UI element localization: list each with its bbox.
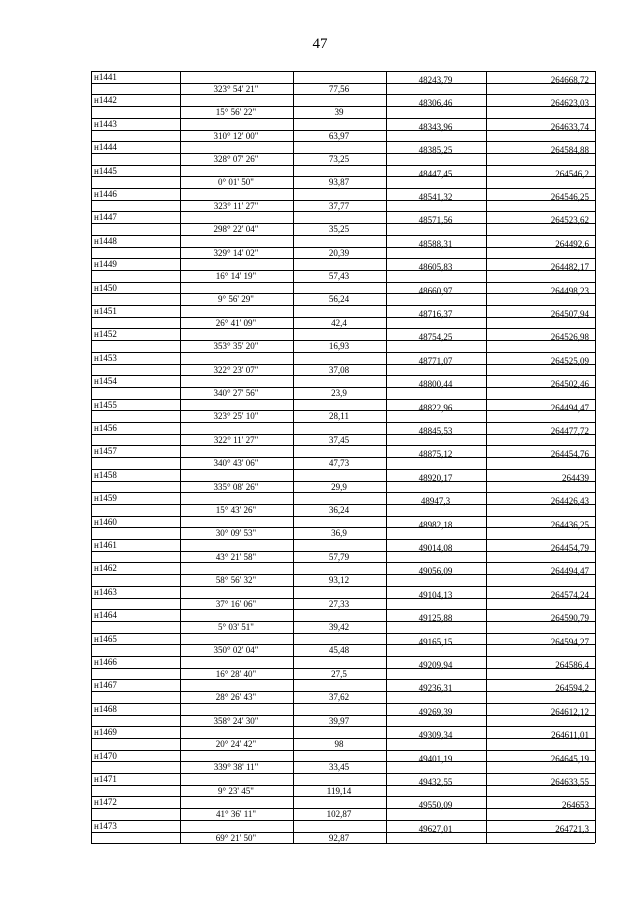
segment-angle: 339° 38' 11" (213, 762, 259, 772)
point-id: н1447 (94, 212, 117, 222)
coordinate-y: 264586,4 (555, 660, 589, 670)
segment-distance: 27,5 (331, 669, 347, 679)
segment-angle: 5° 03' 51" (218, 622, 254, 632)
point-id: н1459 (94, 493, 117, 503)
segment-distance: 56,24 (328, 294, 350, 304)
coordinate-x: 48822,96 (418, 403, 453, 413)
segment-distance: 98 (334, 739, 344, 749)
coordinate-x: 49209,94 (418, 660, 453, 670)
segment-angle: 30° 09' 53" (215, 528, 257, 538)
segment-distance: 37,77 (328, 201, 350, 211)
segment-distance: 39,42 (328, 622, 350, 632)
segment-angle: 310° 12' 00" (213, 131, 259, 141)
segment-distance: 119,14 (326, 786, 352, 796)
table-row-border (91, 235, 595, 236)
table-row-border (91, 305, 595, 306)
segment-distance: 37,62 (328, 692, 350, 702)
segment-angle: 37° 16' 06" (215, 599, 257, 609)
coordinate-y: 264623,03 (550, 98, 589, 108)
segment-distance: 16,93 (328, 341, 350, 351)
table-row-border (91, 820, 595, 821)
segment-angle: 323° 25' 10" (213, 411, 259, 421)
point-id: н1461 (94, 540, 117, 550)
segment-distance: 93,12 (328, 575, 350, 585)
segment-angle: 15° 56' 22" (215, 107, 257, 117)
segment-distance: 73,25 (328, 154, 350, 164)
point-id: н1464 (94, 610, 117, 620)
segment-angle: 298° 22' 04" (213, 224, 259, 234)
coordinate-y: 264584,88 (550, 145, 589, 155)
table-row-border (91, 586, 595, 587)
coordinate-x: 49627,01 (418, 824, 453, 834)
coordinate-x: 48605,83 (418, 262, 453, 272)
segment-distance: 23,9 (331, 388, 347, 398)
segment-angle: 350° 02' 04" (213, 645, 259, 655)
table-row-border (91, 516, 595, 517)
page-number: 47 (312, 36, 328, 52)
table-row-border (91, 71, 595, 72)
point-id: н1450 (94, 283, 117, 293)
segment-angle: 43° 21' 58" (215, 552, 257, 562)
coordinate-y: 264653 (562, 800, 589, 810)
coordinate-y: 264594,2 (555, 683, 589, 693)
segment-angle: 322° 23' 07" (213, 365, 259, 375)
segment-angle: 20° 24' 42" (215, 739, 257, 749)
point-id: н1441 (94, 72, 117, 82)
segment-angle: 323° 54' 21" (213, 84, 259, 94)
coordinate-x: 48571,56 (418, 215, 453, 225)
coordinate-y: 264523,62 (550, 215, 589, 225)
coordinate-y: 264454,76 (550, 449, 589, 459)
point-id: н1460 (94, 517, 117, 527)
coordinate-y: 264546,25 (550, 192, 589, 202)
coordinate-x: 48947,3 (420, 496, 451, 506)
point-id: н1472 (94, 797, 117, 807)
segment-angle: 335° 08' 26" (213, 482, 259, 492)
point-id: н1444 (94, 142, 117, 152)
segment-distance: 27,33 (328, 599, 350, 609)
segment-angle: 340° 43' 06" (213, 458, 259, 468)
coordinate-x: 48771,07 (418, 356, 453, 366)
coordinate-y: 264494,47 (550, 566, 589, 576)
coordinate-x: 48447,45 (418, 169, 453, 179)
coordinate-y: 264426,43 (550, 496, 589, 506)
coordinate-x: 49309,34 (418, 730, 453, 740)
segment-distance: 36,24 (328, 505, 350, 515)
segment-distance: 102,87 (326, 809, 352, 819)
segment-angle: 329° 14' 02" (213, 248, 259, 258)
coordinate-y: 264594,27 (550, 637, 589, 647)
coordinate-x: 48385,25 (418, 145, 453, 155)
coordinate-y: 264633,55 (550, 777, 589, 787)
table-row-border (91, 282, 595, 283)
segment-distance: 39 (334, 107, 344, 117)
coordinate-x: 49432,55 (418, 777, 453, 787)
segment-angle: 15° 43' 26" (215, 505, 257, 515)
table-row-border (91, 165, 595, 166)
coordinate-y: 264611,01 (551, 730, 589, 740)
table-row-border (91, 539, 595, 540)
coordinates-table (91, 71, 595, 845)
coordinate-x: 49236,31 (418, 683, 453, 693)
coordinate-x: 48660,97 (418, 286, 453, 296)
coordinate-y: 264502,46 (550, 379, 589, 389)
point-id: н1466 (94, 657, 117, 667)
table-column-border (595, 71, 596, 843)
point-id: н1465 (94, 634, 117, 644)
segment-angle: 340° 27' 56" (213, 388, 259, 398)
point-id: н1457 (94, 446, 117, 456)
point-id: н1451 (94, 306, 117, 316)
point-id: н1471 (94, 774, 117, 784)
coordinate-x: 48243,79 (418, 75, 453, 85)
segment-distance: 63,97 (328, 131, 350, 141)
coordinate-y: 264668,72 (550, 75, 589, 85)
coordinate-x: 49056,09 (418, 566, 453, 576)
coordinate-y: 264477,72 (550, 426, 589, 436)
point-id: н1462 (94, 563, 117, 573)
coordinate-y: 264633,74 (550, 122, 589, 132)
point-id: н1446 (94, 189, 117, 199)
segment-angle: 28° 26' 43" (215, 692, 257, 702)
segment-distance: 35,25 (328, 224, 350, 234)
point-id: н1458 (94, 470, 117, 480)
coordinate-x: 49104,13 (418, 590, 453, 600)
coordinate-y: 264645,19 (550, 754, 589, 764)
coordinate-y: 264525,09 (550, 356, 589, 366)
segment-angle: 322° 11' 27" (213, 435, 259, 445)
segment-distance: 29,9 (331, 482, 347, 492)
coordinate-x: 48920,17 (418, 473, 453, 483)
segment-distance: 20,39 (328, 248, 350, 258)
coordinate-y: 264439 (562, 473, 589, 483)
point-id: н1448 (94, 236, 117, 246)
coordinate-x: 49125,88 (418, 613, 453, 623)
point-id: н1449 (94, 259, 117, 269)
segment-distance: 77,56 (328, 84, 350, 94)
coordinate-y: 264498,23 (550, 286, 589, 296)
table-row-border (91, 750, 595, 751)
segment-angle: 9° 56' 29" (218, 294, 254, 304)
point-id: н1469 (94, 727, 117, 737)
segment-angle: 58° 56' 32" (215, 575, 257, 585)
table-row-border (91, 188, 595, 189)
coordinate-x: 48875,12 (418, 449, 453, 459)
point-id: н1454 (94, 376, 117, 386)
coordinate-x: 48800,44 (418, 379, 453, 389)
point-id: н1470 (94, 751, 117, 761)
point-id: н1473 (94, 821, 117, 831)
segment-angle: 0° 01' 50" (218, 177, 254, 187)
segment-distance: 93,87 (328, 177, 350, 187)
coordinate-x: 49269,39 (418, 707, 453, 717)
point-id: н1456 (94, 423, 117, 433)
segment-distance: 28,11 (329, 411, 349, 421)
coordinate-y: 264507,94 (550, 309, 589, 319)
coordinate-y: 264492,6 (555, 239, 589, 249)
coordinate-y: 264574,24 (550, 590, 589, 600)
segment-distance: 37,45 (328, 435, 350, 445)
segment-angle: 16° 28' 40" (215, 669, 257, 679)
table-row-border (91, 703, 595, 704)
table-row-border (91, 118, 595, 119)
segment-angle: 41° 36' 11" (215, 809, 257, 819)
table-row-border (91, 422, 595, 423)
segment-angle: 323° 11' 27" (213, 201, 259, 211)
segment-distance: 39,97 (328, 716, 350, 726)
segment-distance: 45,48 (328, 645, 350, 655)
coordinate-x: 49165,15 (418, 637, 453, 647)
segment-angle: 26° 41' 09" (215, 318, 257, 328)
segment-angle: 9° 23' 45" (218, 786, 254, 796)
point-id: н1463 (94, 587, 117, 597)
segment-angle: 16° 14' 19" (215, 271, 257, 281)
coordinate-x: 48306,46 (418, 98, 453, 108)
segment-angle: 69° 21' 50" (215, 833, 257, 843)
segment-distance: 42,4 (331, 318, 347, 328)
coordinate-y: 264546,2 (555, 169, 589, 179)
table-row-border (91, 633, 595, 634)
coordinate-y: 264721,3 (555, 824, 589, 834)
coordinate-y: 264436,25 (550, 520, 589, 530)
segment-distance: 33,45 (328, 762, 350, 772)
coordinate-y: 264526,98 (550, 332, 589, 342)
point-id: н1455 (94, 400, 117, 410)
coordinate-x: 48754,25 (418, 332, 453, 342)
segment-angle: 328° 07' 26" (213, 154, 259, 164)
segment-distance: 57,79 (328, 552, 350, 562)
coordinate-x: 49401,19 (418, 754, 453, 764)
segment-distance: 36,9 (331, 528, 347, 538)
coordinate-x: 48845,53 (418, 426, 453, 436)
table-column-border (91, 71, 92, 843)
coordinate-x: 48588,31 (418, 239, 453, 249)
coordinate-x: 49550,09 (418, 800, 453, 810)
table-row-border (91, 773, 595, 774)
coordinate-x: 48343,96 (418, 122, 453, 132)
point-id: н1468 (94, 704, 117, 714)
point-id: н1467 (94, 680, 117, 690)
segment-distance: 92,87 (328, 833, 350, 843)
segment-angle: 353° 35' 20" (213, 341, 259, 351)
segment-angle: 358° 24' 30" (213, 716, 259, 726)
table-row-border (91, 469, 595, 470)
point-id: н1443 (94, 119, 117, 129)
point-id: н1445 (94, 166, 117, 176)
point-id: н1452 (94, 329, 117, 339)
table-row-border (91, 656, 595, 657)
coordinate-x: 48982,18 (418, 520, 453, 530)
table-row-border (91, 399, 595, 400)
point-id: н1442 (94, 95, 117, 105)
coordinate-y: 264494,47 (550, 403, 589, 413)
coordinate-x: 48541,32 (418, 192, 453, 202)
segment-distance: 57,43 (328, 271, 350, 281)
table-row-border (91, 352, 595, 353)
coordinate-x: 48716,37 (418, 309, 453, 319)
coordinate-y: 264482,17 (550, 262, 589, 272)
coordinate-y: 264454,79 (550, 543, 589, 553)
segment-distance: 47,73 (328, 458, 350, 468)
coordinate-y: 264612,12 (550, 707, 589, 717)
point-id: н1453 (94, 353, 117, 363)
coordinate-x: 49014,08 (418, 543, 453, 553)
coordinate-y: 264590,79 (550, 613, 589, 623)
segment-distance: 37,08 (328, 365, 350, 375)
